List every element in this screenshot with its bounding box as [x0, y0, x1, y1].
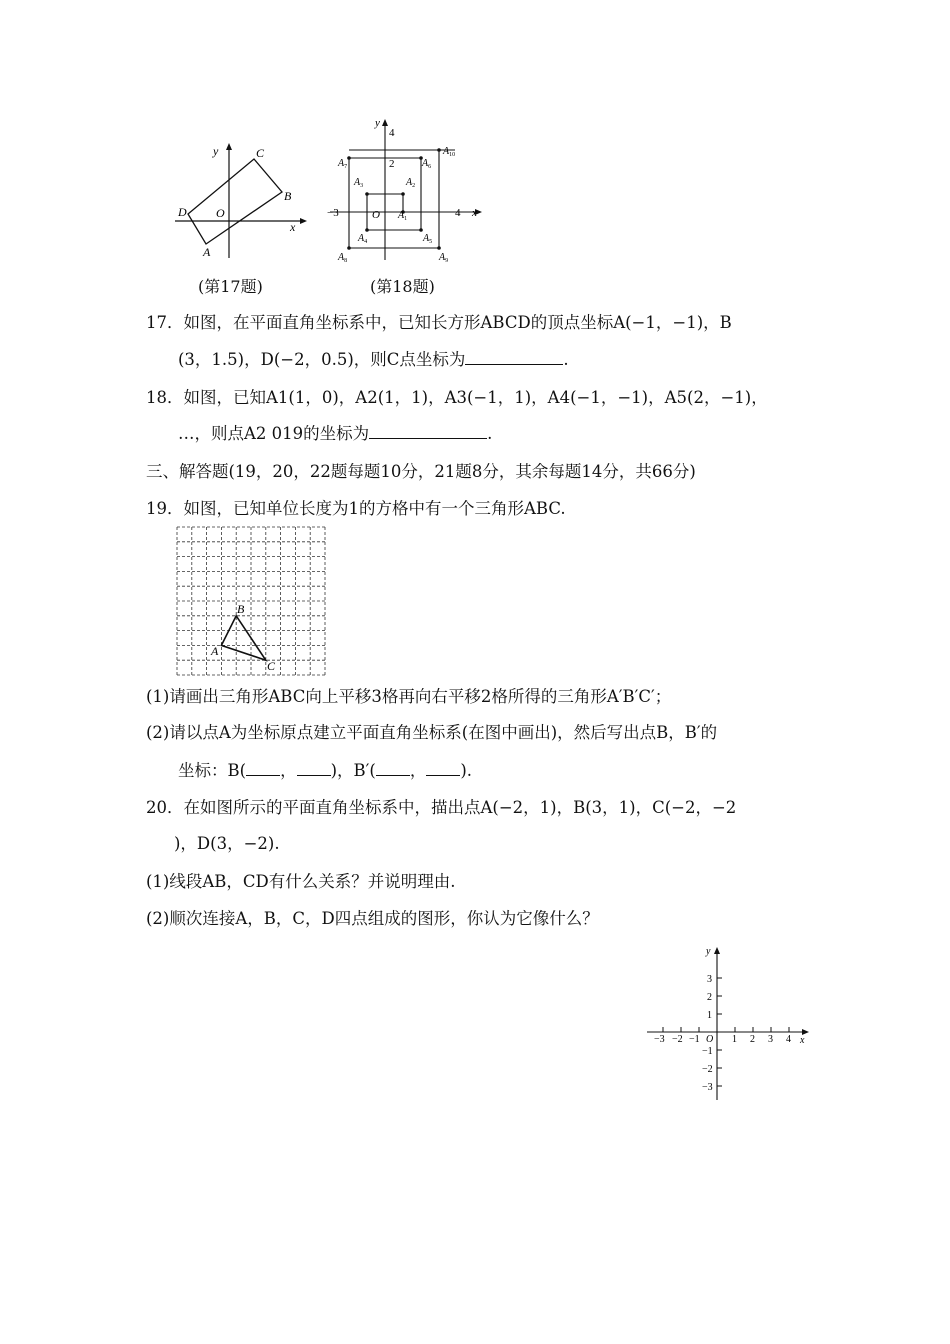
q17-line2-end: .	[563, 350, 569, 369]
fig18-tick-xneg3: −3	[327, 207, 339, 219]
q20-part2: (2)顺次连接A，B，C，D四点组成的图形，你认为它像什么？	[146, 909, 599, 928]
q18-answer-blank[interactable]	[369, 424, 487, 439]
x-arrow-icon	[300, 218, 307, 224]
q19-part2-coords	[178, 761, 472, 781]
q20-line1: 20．在如图所示的平面直角坐标系中，描出点A(−2，1)，B(3，1)，C(−2，−2	[146, 798, 737, 817]
fig18-x-label: x	[472, 207, 477, 219]
fig18-label-a8: $A_8$	[338, 252, 348, 262]
fig19-point-b: B	[237, 602, 245, 616]
q17-answer-blank[interactable]	[465, 350, 563, 365]
section3-heading: 三、解答题(19，20，22题每题10分，21题8分，其余每题14分，共66分)	[146, 462, 696, 481]
q19-bprime-y-blank[interactable]	[426, 761, 460, 776]
fig18-label-a2: $A_2$	[406, 177, 416, 189]
fig18-label-a4: $A_4$	[358, 233, 368, 245]
fig20-x-label: x	[800, 1035, 805, 1046]
fig18-tick-y2: 2	[389, 158, 395, 170]
y-arrow-icon	[226, 143, 232, 150]
q19-b-comma: ，	[280, 761, 297, 780]
fig20-tick-y-neg3: −3	[702, 1082, 713, 1093]
point-a3	[365, 192, 369, 196]
q19-bprime-end: ).	[460, 761, 472, 780]
fig18-label-a10: $A_{10}$	[443, 146, 456, 158]
fig20-tick-x2: 2	[750, 1034, 755, 1045]
q17-line2	[178, 350, 569, 370]
fig20-tick-x-neg2: −2	[672, 1034, 683, 1045]
y-arrow-icon	[714, 947, 720, 954]
q17-line2-text: (3，1.5)，D(−2，0.5)，则C点坐标为	[178, 350, 466, 369]
figure-19-grid	[176, 526, 328, 676]
fig17-point-d: D	[178, 205, 187, 219]
q19-bprime-comma: ，	[409, 761, 427, 780]
q18-line1: 18．如图，已知A1(1，0)，A2(1，1)，A3(−1，1)，A4(−1，−1)，A5(2，−1)，	[146, 388, 768, 407]
fig20-tick-x3: 3	[768, 1034, 773, 1045]
figure-17	[170, 138, 310, 263]
figure-18	[325, 112, 495, 262]
q19-bprime-x-blank[interactable]	[376, 761, 410, 776]
fig20-tick-x4: 4	[786, 1034, 791, 1045]
q19-stem: 19．如图，已知单位长度为1的方格中有一个三角形ABC.	[146, 499, 566, 518]
q18-line2-text: …，则点A2 019的坐标为	[178, 424, 370, 443]
point-a10	[437, 148, 441, 152]
fig17-x-label: x	[290, 220, 296, 234]
point-a9	[437, 246, 441, 250]
fig17-y-label: y	[213, 144, 219, 158]
point-a7	[347, 156, 351, 160]
point-a2	[401, 192, 405, 196]
fig20-tick-y2: 2	[707, 992, 712, 1003]
q18-line2-end: .	[487, 424, 493, 443]
fig18-label-a1: $A_1$	[398, 210, 408, 222]
point-a5	[419, 228, 423, 232]
fig18-label-a5: $A_5$	[423, 233, 433, 245]
fig20-origin-label: O	[706, 1034, 714, 1045]
figure-20-axes	[645, 940, 815, 1105]
fig20-tick-x-neg1: −1	[689, 1034, 700, 1045]
dashed-grid	[177, 527, 325, 675]
fig18-label-a7: $A_7$	[338, 158, 348, 170]
q20-part1: (1)线段AB，CD有什么关系？并说明理由.	[146, 872, 456, 891]
q19-part2: (2)请以点A为坐标原点建立平面直角坐标系(在图中画出)，然后写出点B，B′的	[146, 723, 718, 742]
fig18-tick-y4: 4	[389, 127, 395, 139]
rectangle-abcd	[188, 159, 282, 244]
q18-line2	[178, 424, 492, 444]
fig18-y-label: y	[375, 117, 380, 129]
fig20-y-label: y	[706, 946, 711, 957]
point-a8	[347, 246, 351, 250]
q19-bprime-prefix: )，B′(	[330, 761, 376, 780]
q19-part1: (1)请画出三角形ABC向上平移3格再向右平移2格所得的三角形A′B′C′；	[146, 687, 672, 706]
q19-b-prefix: 坐标：B(	[178, 761, 247, 780]
fig20-tick-y-neg2: −2	[702, 1064, 713, 1075]
q19-b-y-blank[interactable]	[297, 761, 331, 776]
fig18-caption: (第18题)	[370, 277, 435, 296]
fig20-tick-x1: 1	[732, 1034, 737, 1045]
fig18-origin-label: O	[372, 209, 380, 221]
fig18-tick-x4: 4	[455, 207, 461, 219]
fig20-tick-y3: 3	[707, 974, 712, 985]
fig17-point-c: C	[256, 146, 265, 160]
fig18-label-a3: $A_3$	[354, 177, 364, 189]
fig19-point-c: C	[267, 659, 276, 673]
fig17-origin-label: O	[216, 206, 225, 220]
fig17-point-a: A	[203, 245, 211, 259]
point-a4	[365, 228, 369, 232]
q20-line2: )，D(3，−2).	[174, 834, 280, 853]
q17-line1: 17．如图，在平面直角坐标系中，已知长方形ABCD的顶点坐标A(−1，−1)，B	[146, 313, 732, 332]
fig19-point-a: A	[211, 644, 219, 658]
y-arrow-icon	[382, 119, 388, 126]
fig18-label-a6: $A_6$	[422, 158, 432, 170]
fig17-caption: (第17题)	[198, 277, 263, 296]
fig20-tick-x-neg3: −3	[654, 1034, 665, 1045]
fig17-point-b: B	[284, 189, 292, 203]
fig18-label-a9: $A_9$	[439, 252, 449, 262]
q19-b-x-blank[interactable]	[246, 761, 280, 776]
fig20-tick-y-neg1: −1	[702, 1046, 713, 1057]
triangle-abc	[221, 616, 265, 660]
fig20-tick-y1: 1	[707, 1010, 712, 1021]
